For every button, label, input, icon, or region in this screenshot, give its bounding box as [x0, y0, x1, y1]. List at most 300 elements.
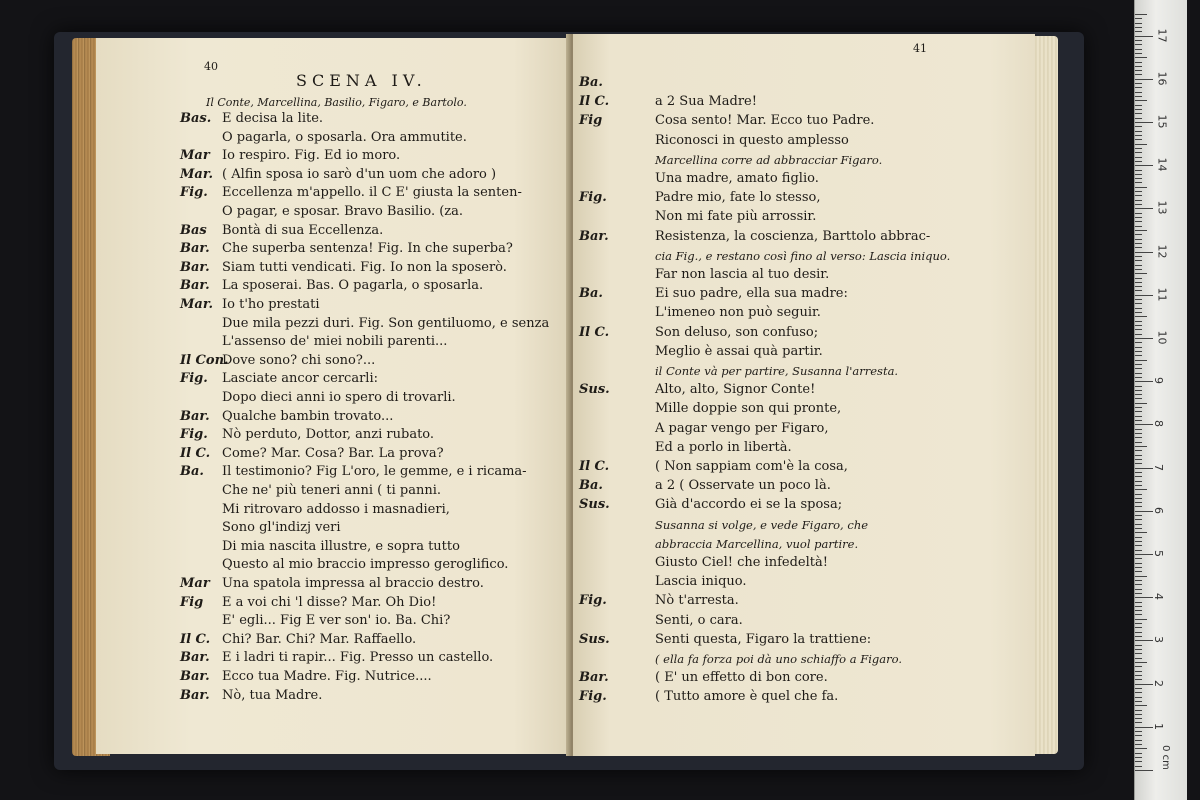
ruler-tick	[1135, 718, 1142, 719]
ruler-tick	[1135, 278, 1142, 279]
speaker-label: Mar.	[180, 166, 213, 182]
ruler-tick	[1135, 252, 1153, 253]
text-line	[180, 556, 508, 575]
speaker-label: Fig.	[579, 190, 607, 206]
line-text: Marcellina corre ad abbracciar Figaro.	[655, 152, 883, 167]
ruler-tick	[1135, 66, 1142, 67]
ruler-tick	[1135, 230, 1147, 231]
ruler-tick	[1135, 308, 1142, 309]
line-text: E a voi chi 'l disse? Mar. Oh Dio!	[222, 594, 437, 610]
text-line	[579, 112, 874, 131]
text-line	[180, 408, 393, 427]
scene-title: SCENA IV.	[296, 71, 427, 90]
ruler-label: 5	[1152, 550, 1165, 557]
line-text: Come? Mar. Cosa? Bar. La prova?	[222, 445, 444, 461]
text-line	[579, 324, 818, 343]
ruler-label: 17	[1155, 28, 1169, 43]
ruler-tick	[1135, 338, 1153, 339]
text-line	[579, 228, 930, 247]
text-line	[180, 110, 323, 129]
text-line	[180, 631, 416, 650]
speaker-label: Bar.	[180, 241, 210, 257]
text-line	[579, 208, 816, 227]
ruler-tick	[1135, 273, 1147, 274]
ruler-tick	[1135, 174, 1142, 175]
ruler-tick	[1135, 653, 1142, 654]
text-line	[180, 687, 322, 706]
ruler-label: 11	[1155, 287, 1169, 302]
line-text: Eccellenza m'appello. il C E' giusta la senten-	[222, 185, 522, 201]
ruler-tick	[1135, 705, 1147, 706]
ruler-tick	[1135, 126, 1142, 127]
text-line	[180, 501, 450, 520]
ruler-tick	[1135, 545, 1142, 546]
ruler-tick	[1135, 744, 1142, 745]
speaker-label: Bar.	[579, 670, 609, 686]
text-line	[579, 554, 828, 573]
line-text: Ecco tua Madre. Fig. Nutrice....	[222, 669, 432, 684]
cast-list: Il Conte, Marcellina, Basilio, Figaro, e Bartolo.	[206, 96, 467, 109]
ruler-tick	[1135, 602, 1142, 603]
ruler-tick	[1135, 498, 1142, 499]
text-line	[579, 189, 820, 208]
ruler-tick	[1135, 44, 1142, 45]
line-text: L'imeneo non può seguir.	[655, 305, 821, 321]
ruler-tick	[1135, 524, 1142, 525]
ruler-tick	[1135, 481, 1142, 482]
line-text: O pagarla, o sposarla. Ora ammutite.	[222, 129, 467, 145]
line-text: E' egli... Fig E ver son' io. Ba. Chi?	[222, 613, 451, 629]
ruler-tick	[1135, 31, 1142, 32]
line-text: Mi ritrovaro addosso i masnadieri,	[222, 501, 450, 517]
ruler-tick	[1135, 83, 1142, 84]
ruler-tick	[1135, 450, 1142, 451]
ruler-tick	[1135, 455, 1142, 456]
ruler-tick	[1135, 636, 1142, 637]
ruler-tick	[1135, 727, 1153, 728]
line-text: Dopo dieci anni io spero di trovarli.	[222, 390, 456, 405]
ruler-tick	[1135, 27, 1142, 28]
ruler-tick	[1135, 567, 1142, 568]
ruler-tick	[1135, 131, 1142, 132]
line-text: Non mi fate più arrossir.	[655, 209, 817, 225]
right-page	[573, 34, 1035, 756]
ruler-tick	[1135, 92, 1142, 93]
line-text: Di mia nascita illustre, e sopra tutto	[222, 538, 460, 554]
ruler-tick	[1135, 627, 1142, 628]
speaker-label: Mar.	[180, 297, 213, 312]
line-text: a 2 ( Osservate un poco là.	[655, 478, 831, 494]
ruler-tick	[1135, 23, 1142, 24]
line-text: Già d'accordo ei se la sposa;	[655, 497, 843, 513]
line-text: Bontà di sua Eccellenza.	[222, 222, 384, 238]
ruler-tick	[1135, 437, 1142, 438]
text-line	[180, 129, 467, 148]
speaker-label: Bar.	[180, 650, 210, 666]
speaker-label: Bar.	[180, 408, 210, 424]
speaker-label: Fig.	[180, 427, 208, 443]
right-text-lines	[573, 34, 1035, 756]
speaker-label: Sus.	[579, 497, 610, 513]
ruler-tick	[1135, 761, 1142, 762]
text-line	[579, 247, 950, 267]
ruler-tick	[1135, 433, 1142, 434]
text-line	[180, 519, 341, 538]
ruler-tick	[1135, 580, 1142, 581]
ruler-tick	[1135, 109, 1142, 110]
ruler-tick	[1135, 243, 1142, 244]
text-line	[579, 631, 871, 650]
ruler-tick	[1135, 632, 1142, 633]
left-page	[96, 38, 570, 754]
ruler-label: 12	[1155, 244, 1169, 259]
line-text: Una spatola impressa al braccio destro.	[222, 576, 484, 591]
ruler-tick	[1135, 563, 1142, 564]
ruler-unit: 0 cm	[1159, 745, 1171, 770]
ruler-tick	[1135, 537, 1142, 538]
ruler-tick	[1135, 256, 1142, 257]
ruler-tick	[1135, 14, 1147, 15]
line-text: ( Non sappiam com'è la cosa,	[655, 459, 848, 474]
text-line	[180, 203, 463, 222]
line-text: Nò, tua Madre.	[222, 687, 323, 703]
text-line	[579, 592, 739, 611]
speaker-label: Il C.	[579, 459, 610, 474]
ruler-tick	[1135, 286, 1142, 287]
ruler-tick	[1135, 442, 1142, 443]
text-line	[579, 151, 882, 171]
text-line	[579, 400, 841, 419]
ruler-tick	[1135, 386, 1142, 387]
ruler-tick	[1135, 692, 1142, 693]
line-text: Senti questa, Figaro la trattiene:	[655, 631, 872, 647]
ruler-tick	[1135, 623, 1142, 624]
text-line	[579, 74, 655, 93]
ruler-tick	[1135, 740, 1142, 741]
text-line	[180, 445, 444, 464]
ruler-tick	[1135, 265, 1142, 266]
ruler-tick	[1135, 597, 1153, 598]
line-text: cia Fig., e restano così fino al verso: Lascia iniquo.	[655, 248, 951, 263]
text-line	[180, 538, 460, 557]
ruler-tick	[1135, 407, 1142, 408]
ruler-tick	[1135, 195, 1142, 196]
ruler-tick	[1135, 122, 1153, 123]
ruler-tick	[1135, 519, 1142, 520]
ruler-tick	[1135, 364, 1142, 365]
ruler-tick	[1135, 208, 1153, 209]
ruler-tick	[1135, 541, 1142, 542]
ruler-tick	[1135, 735, 1142, 736]
line-text: Qualche bambin trovato...	[222, 408, 394, 424]
ruler-tick	[1135, 221, 1142, 222]
line-text: Io respiro. Fig. Ed io moro.	[222, 148, 401, 164]
text-line	[579, 420, 829, 439]
ruler-tick	[1135, 40, 1142, 41]
speaker-label: Fig.	[180, 185, 208, 201]
ruler-tick	[1135, 476, 1142, 477]
speaker-label: Sus.	[579, 382, 610, 398]
text-line	[180, 240, 513, 259]
line-text: Chi? Bar. Chi? Mar. Raffaello.	[222, 631, 417, 647]
ruler-tick	[1135, 506, 1142, 507]
line-text: Io t'ho prestati	[222, 297, 320, 312]
text-line	[180, 166, 496, 185]
speaker-label: Fig.	[180, 371, 208, 387]
text-line	[579, 496, 842, 515]
ruler-label: 2	[1152, 679, 1165, 687]
ruler-tick	[1135, 710, 1142, 711]
ruler-label: 6	[1152, 506, 1165, 514]
ruler-tick	[1135, 485, 1142, 486]
ruler-tick	[1135, 217, 1142, 218]
ruler-tick	[1135, 96, 1142, 97]
line-text: Meglio è assai quà partir.	[655, 343, 823, 359]
line-text: Cosa sento! Mar. Ecco tuo Padre.	[655, 113, 875, 129]
ruler-tick	[1135, 403, 1147, 404]
speaker-label: Bar.	[180, 278, 210, 294]
line-text: Nò t'arresta.	[655, 593, 739, 609]
line-text: Susanna si volge, e vede Figaro, che	[655, 517, 869, 532]
ruler-tick	[1135, 178, 1142, 179]
ruler-tick	[1135, 312, 1142, 313]
ruler-tick	[1135, 532, 1147, 533]
text-line	[180, 184, 522, 203]
ruler-tick	[1135, 157, 1142, 158]
text-line	[180, 370, 378, 389]
line-text: ( Tutto amore è quel che fa.	[655, 689, 839, 705]
ruler-tick	[1135, 619, 1147, 620]
text-line	[579, 304, 821, 323]
ruler-label: 16	[1155, 71, 1169, 86]
speaker-label: Fig.	[579, 593, 607, 609]
ruler-tick	[1135, 722, 1142, 723]
ruler-label: 15	[1155, 114, 1169, 129]
ruler-tick	[1135, 662, 1147, 663]
ruler-tick	[1135, 429, 1142, 430]
ruler-tick	[1135, 299, 1142, 300]
ruler-label: 1	[1152, 722, 1165, 730]
line-text: A pagar vengo per Figaro,	[655, 420, 829, 436]
ruler-tick	[1135, 550, 1142, 551]
line-text: Siam tutti vendicati. Fig. Io non la sposerò.	[222, 259, 507, 275]
speaker-label: Il C.	[579, 94, 610, 110]
ruler-tick	[1135, 200, 1142, 201]
ruler-tick	[1135, 165, 1153, 166]
text-line	[579, 535, 858, 555]
text-line	[579, 612, 743, 631]
ruler-tick	[1135, 187, 1147, 188]
line-text: ( E' un effetto di bon core.	[655, 670, 828, 686]
ruler-tick	[1135, 649, 1142, 650]
ruler-tick	[1135, 472, 1142, 473]
text-line	[579, 132, 849, 151]
ruler-tick	[1135, 489, 1147, 490]
ruler-tick	[1135, 100, 1147, 101]
ruler-tick	[1135, 342, 1142, 343]
left-text-lines	[96, 38, 570, 754]
text-line	[180, 315, 549, 334]
speaker-label: Ba.	[579, 286, 603, 302]
line-text: Che superba sentenza! Fig. In che superba?	[222, 241, 513, 257]
line-text: Lascia iniquo.	[655, 574, 747, 590]
ruler-tick	[1135, 671, 1142, 672]
ruler-tick	[1135, 57, 1147, 58]
ruler-tick	[1135, 571, 1142, 572]
speaker-label: Bas	[180, 222, 207, 238]
ruler-tick	[1135, 161, 1142, 162]
ruler-tick	[1135, 675, 1142, 676]
line-text: Son deluso, son confuso;	[655, 324, 819, 340]
line-text: Due mila pezzi duri. Fig. Son gentiluomo, e senza	[222, 315, 550, 331]
line-text: Ei suo padre, ella sua madre:	[655, 286, 848, 302]
ruler-label: 4	[1152, 593, 1165, 601]
ruler-tick	[1135, 494, 1142, 495]
speaker-label: Fig.	[579, 689, 607, 705]
ruler-tick	[1135, 584, 1142, 585]
ruler-tick	[1135, 87, 1142, 88]
speaker-label: Fig	[180, 594, 204, 610]
speaker-label: Bas.	[180, 111, 212, 126]
ruler-tick	[1135, 18, 1142, 19]
speaker-label: Il Con.	[180, 352, 229, 368]
ruler-tick	[1135, 697, 1142, 698]
text-line	[180, 649, 493, 668]
ruler-tick	[1135, 398, 1142, 399]
text-line	[579, 477, 831, 496]
measurement-ruler	[1134, 0, 1187, 800]
line-text: E decisa la lite.	[222, 111, 324, 126]
speaker-label: Ba.	[579, 75, 603, 90]
ruler-label: 14	[1155, 157, 1169, 172]
text-line	[579, 573, 747, 592]
ruler-label: 13	[1155, 200, 1169, 215]
line-text: L'assenso de' miei nobili parenti...	[222, 334, 448, 350]
ruler-tick	[1135, 139, 1142, 140]
ruler-tick	[1135, 593, 1142, 594]
ruler-tick	[1135, 234, 1142, 235]
text-line	[579, 439, 792, 458]
ruler-tick	[1135, 373, 1142, 374]
line-text: Questo al mio braccio impresso geroglifico.	[222, 557, 509, 573]
line-text: Che ne' più teneri anni ( ti panni.	[222, 483, 442, 498]
ruler-tick	[1135, 70, 1142, 71]
ruler-tick	[1135, 394, 1142, 395]
ruler-tick	[1135, 757, 1142, 758]
ruler-tick	[1135, 554, 1153, 555]
text-line	[579, 688, 838, 707]
ruler-tick	[1135, 239, 1142, 240]
ruler-tick	[1135, 640, 1153, 641]
ruler-tick	[1135, 321, 1142, 322]
ruler-tick	[1135, 666, 1142, 667]
speaker-label: Sus.	[579, 631, 610, 647]
line-text: Ed a porlo in libertà.	[655, 439, 792, 455]
speaker-label: Bar.	[180, 687, 210, 703]
text-line	[579, 343, 823, 362]
ruler-tick	[1135, 213, 1142, 214]
ruler-tick	[1135, 377, 1142, 378]
ruler-tick	[1135, 118, 1142, 119]
line-text: il Conte và per partire, Susanna l'arresta.	[655, 364, 899, 378]
ruler-tick	[1135, 316, 1147, 317]
text-line	[579, 362, 898, 382]
ruler-tick	[1135, 368, 1142, 369]
ruler-tick	[1135, 295, 1153, 296]
ruler-tick	[1135, 614, 1142, 615]
text-line	[579, 458, 848, 477]
page-number-right: 41	[913, 42, 927, 55]
line-text: Riconosci in questo amplesso	[655, 132, 849, 148]
line-text: Mille doppie son qui pronte,	[655, 401, 842, 417]
speaker-label: Bar.	[180, 669, 210, 684]
ruler-tick	[1135, 463, 1142, 464]
ruler-tick	[1135, 260, 1142, 261]
ruler-tick	[1135, 49, 1142, 50]
line-text: Resistenza, la coscienza, Barttolo abbrac-	[655, 228, 931, 244]
speaker-label: Il C.	[180, 631, 211, 647]
ruler-tick	[1135, 576, 1147, 577]
ruler-tick	[1135, 420, 1142, 421]
ruler-tick	[1135, 144, 1147, 145]
text-line	[180, 612, 450, 631]
ruler-label: 3	[1152, 636, 1165, 644]
page-number-left: 40	[204, 60, 218, 73]
ruler-tick	[1135, 753, 1142, 754]
line-text: Senti, o cara.	[655, 612, 743, 628]
ruler-tick	[1135, 282, 1142, 283]
text-line	[180, 594, 436, 613]
ruler-tick	[1135, 589, 1142, 590]
ruler-tick	[1135, 53, 1142, 54]
line-text: Giusto Ciel! che infedeltà!	[655, 555, 828, 570]
ruler-tick	[1135, 36, 1153, 37]
speaker-label: Ba.	[579, 478, 603, 494]
ruler-tick	[1135, 226, 1142, 227]
text-line	[579, 381, 815, 400]
ruler-tick	[1135, 79, 1153, 80]
speaker-label: Il C.	[180, 445, 211, 461]
ruler-tick	[1135, 424, 1153, 425]
line-text: Alto, alto, Signor Conte!	[655, 382, 816, 398]
ruler-tick	[1135, 446, 1147, 447]
line-text: Una madre, amato figlio.	[655, 171, 819, 186]
ruler-tick	[1135, 468, 1153, 469]
ruler-tick	[1135, 303, 1142, 304]
ruler-tick	[1135, 645, 1142, 646]
ruler-label: 9	[1152, 377, 1165, 385]
speaker-label: Il C.	[579, 324, 610, 340]
text-line	[180, 277, 483, 296]
ruler-tick	[1135, 381, 1153, 382]
line-text: ( ella fa forza poi dà uno schiaffo a Figaro.	[655, 652, 902, 666]
speaker-label: Mar	[180, 576, 210, 591]
ruler-tick	[1135, 347, 1142, 348]
text-line	[180, 389, 456, 408]
line-text: abbraccia Marcellina, vuol partire.	[655, 536, 859, 551]
text-line	[579, 650, 902, 670]
line-text: Nò perduto, Dottor, anzi rubato.	[222, 427, 435, 443]
ruler-tick	[1135, 351, 1142, 352]
ruler-tick	[1135, 390, 1142, 391]
ruler-tick	[1135, 135, 1142, 136]
text-line	[180, 296, 319, 315]
ruler-tick	[1135, 558, 1142, 559]
ruler-tick	[1135, 191, 1142, 192]
ruler-tick	[1135, 170, 1142, 171]
speaker-label: Fig	[579, 113, 603, 129]
text-line	[180, 147, 400, 166]
